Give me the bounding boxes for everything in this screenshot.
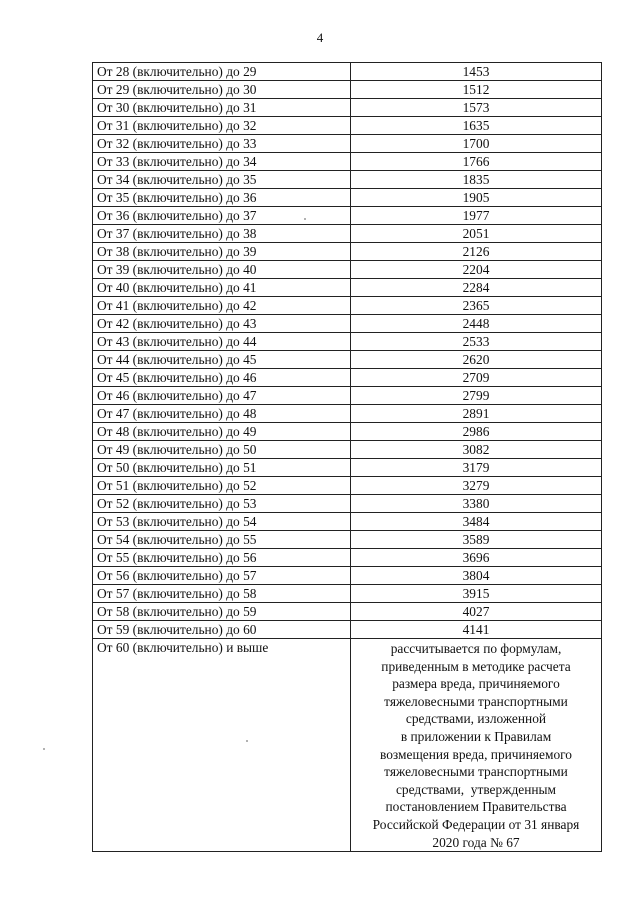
table-row	[93, 441, 602, 459]
value-cell: 4141	[351, 621, 602, 639]
range-cell: От 47 (включительно) до 48	[93, 405, 351, 423]
table-row	[93, 423, 602, 441]
note-line: 2020 года № 67	[432, 834, 520, 850]
value-cell: 1977	[351, 207, 602, 225]
note-line: рассчитывается по формулам,	[390, 641, 562, 656]
value-cell: 2620	[351, 351, 602, 369]
table-row	[93, 549, 602, 567]
rate-table-body	[93, 63, 602, 852]
value-cell: 3279	[351, 477, 602, 495]
table-row	[93, 99, 602, 117]
rate-table	[92, 62, 602, 852]
note-line: Российской Федерации от 31 января	[372, 816, 580, 832]
range-cell: От 50 (включительно) до 51	[93, 459, 351, 477]
table-row	[93, 333, 602, 351]
range-cell: От 38 (включительно) до 39	[93, 243, 351, 261]
range-cell: От 49 (включительно) до 50	[93, 441, 351, 459]
range-cell: От 28 (включительно) до 29	[93, 63, 351, 81]
table-row-final	[93, 639, 602, 852]
range-cell: От 39 (включительно) до 40	[93, 261, 351, 279]
note-line: в приложении к Правилам	[400, 728, 552, 744]
value-cell: 1700	[351, 135, 602, 153]
value-cell: 2204	[351, 261, 602, 279]
page-number: 4	[316, 30, 324, 45]
value-cell: 2533	[351, 333, 602, 351]
range-cell: От 54 (включительно) до 55	[93, 531, 351, 549]
value-cell: 3804	[351, 567, 602, 585]
table-row	[93, 603, 602, 621]
range-cell: От 42 (включительно) до 43	[93, 315, 351, 333]
range-cell: От 31 (включительно) до 32	[93, 117, 351, 135]
table-row	[93, 261, 602, 279]
note-line: постановлением Правительства	[385, 799, 567, 815]
table-row	[93, 117, 602, 135]
value-cell: 1766	[351, 153, 602, 171]
range-cell: От 30 (включительно) до 31	[93, 99, 351, 117]
table-row	[93, 405, 602, 423]
range-cell: От 59 (включительно) до 60	[93, 621, 351, 639]
range-cell: От 51 (включительно) до 52	[93, 477, 351, 495]
value-cell: 3589	[351, 531, 602, 549]
table-row	[93, 351, 602, 369]
value-cell: 1453	[351, 63, 602, 81]
range-cell: От 56 (включительно) до 57	[93, 567, 351, 585]
table-row	[93, 513, 602, 531]
range-cell: От 36 (включительно) до 37	[93, 207, 351, 225]
table-row	[93, 171, 602, 189]
value-cell: 2891	[351, 405, 602, 423]
table-row	[93, 207, 602, 225]
range-cell: От 29 (включительно) до 30	[93, 81, 351, 99]
range-cell: От 46 (включительно) до 47	[93, 387, 351, 405]
table-row	[93, 63, 602, 81]
value-cell: 2799	[351, 387, 602, 405]
value-cell: 1512	[351, 81, 602, 99]
scan-speck	[246, 740, 248, 742]
table-row	[93, 567, 602, 585]
note-line: размера вреда, причиняемого	[392, 676, 560, 692]
value-cell: 2126	[351, 243, 602, 261]
range-cell: От 48 (включительно) до 49	[93, 423, 351, 441]
value-cell: 2051	[351, 225, 602, 243]
table-row	[93, 243, 602, 261]
value-cell: 1905	[351, 189, 602, 207]
table-row	[93, 495, 602, 513]
table-row	[93, 621, 602, 639]
value-cell: 1573	[351, 99, 602, 117]
table-row	[93, 81, 602, 99]
table-row	[93, 387, 602, 405]
table-row	[93, 315, 602, 333]
note-line: средствами, утвержденным	[395, 781, 557, 797]
table-row	[93, 477, 602, 495]
scan-speck	[304, 218, 306, 220]
value-cell: 2986	[351, 423, 602, 441]
value-cell: 3484	[351, 513, 602, 531]
value-cell: 2365	[351, 297, 602, 315]
range-cell: От 52 (включительно) до 53	[93, 495, 351, 513]
table-row	[93, 531, 602, 549]
value-cell: 2709	[351, 369, 602, 387]
table-row	[93, 135, 602, 153]
scan-speck	[43, 748, 45, 750]
table-row	[93, 585, 602, 603]
table-row	[93, 153, 602, 171]
range-cell: От 43 (включительно) до 44	[93, 333, 351, 351]
note-line: тяжеловесными транспортными	[384, 764, 568, 780]
range-cell: От 41 (включительно) до 42	[93, 297, 351, 315]
table-row	[93, 279, 602, 297]
range-cell: От 35 (включительно) до 36	[93, 189, 351, 207]
value-cell: 3696	[351, 549, 602, 567]
value-cell: 3179	[351, 459, 602, 477]
range-cell: От 37 (включительно) до 38	[93, 225, 351, 243]
table-row	[93, 369, 602, 387]
range-cell: От 53 (включительно) до 54	[93, 513, 351, 531]
value-cell: 4027	[351, 603, 602, 621]
range-cell: От 40 (включительно) до 41	[93, 279, 351, 297]
table-row	[93, 297, 602, 315]
calculation-note-cell	[351, 639, 602, 852]
value-cell: 3380	[351, 495, 602, 513]
range-cell: От 45 (включительно) до 46	[93, 369, 351, 387]
note-line: приведенным в методике расчета	[381, 658, 571, 674]
table-row	[93, 189, 602, 207]
range-cell: От 32 (включительно) до 33	[93, 135, 351, 153]
range-cell: От 55 (включительно) до 56	[93, 549, 351, 567]
note-line: возмещения вреда, причиняемого	[380, 746, 572, 762]
range-cell: От 34 (включительно) до 35	[93, 171, 351, 189]
note-line: средствами, изложенной	[405, 711, 547, 727]
range-cell: От 33 (включительно) до 34	[93, 153, 351, 171]
range-cell: От 44 (включительно) до 45	[93, 351, 351, 369]
table-row	[93, 225, 602, 243]
range-cell: От 57 (включительно) до 58	[93, 585, 351, 603]
range-cell: От 58 (включительно) до 59	[93, 603, 351, 621]
value-cell: 1835	[351, 171, 602, 189]
value-cell: 1635	[351, 117, 602, 135]
table-row	[93, 459, 602, 477]
value-cell: 3082	[351, 441, 602, 459]
value-cell: 2448	[351, 315, 602, 333]
value-cell: 2284	[351, 279, 602, 297]
range-cell: От 60 (включительно) и выше	[93, 639, 351, 852]
note-line: тяжеловесными транспортными	[384, 693, 568, 709]
value-cell: 3915	[351, 585, 602, 603]
